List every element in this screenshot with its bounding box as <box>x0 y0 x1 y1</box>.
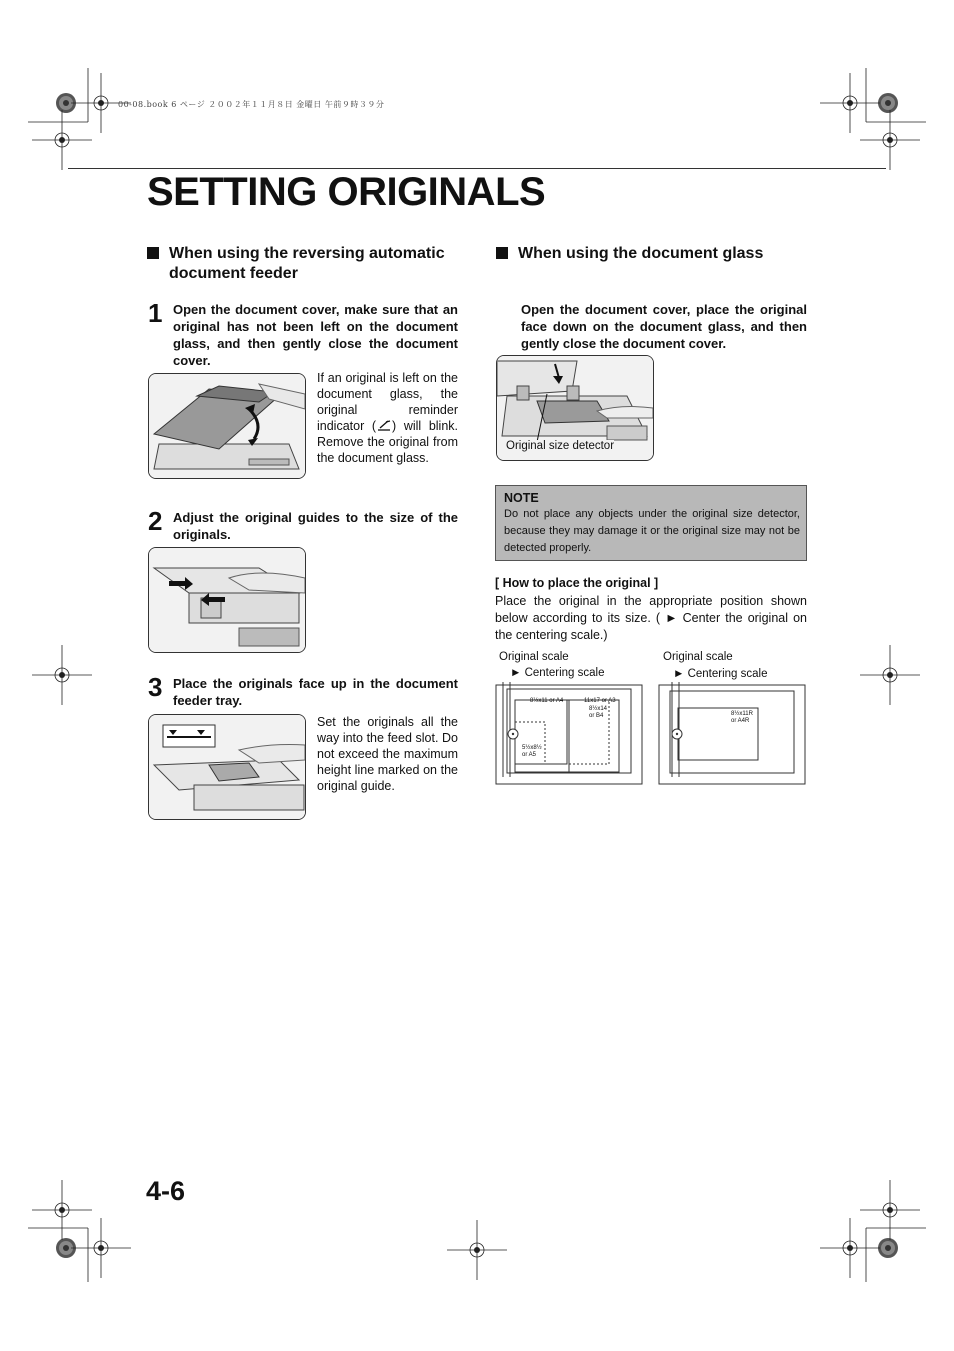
size-label: or A4R <box>731 718 750 724</box>
size-label: or A5 <box>522 752 537 758</box>
size-detector-label: Original size detector <box>506 440 615 452</box>
section-heading-line1: When using the reversing automatic <box>169 245 445 262</box>
page-title: SETTING ORIGINALS <box>147 170 546 214</box>
section-heading-feeder <box>147 244 467 286</box>
size-label: 5½x8½ <box>522 745 542 751</box>
step-number: 3 <box>148 672 163 702</box>
size-label: 8½x11 or A4 <box>530 698 564 704</box>
section-heading-line2: document feeder <box>169 265 298 282</box>
step-instruction: Place the originals face up in the document feeder tray. <box>173 676 458 708</box>
size-label: 8½x11R <box>731 711 753 717</box>
step-number: 2 <box>148 506 163 536</box>
print-slug: 00-08.book 6 ページ ２００２年１１月８日 金曜日 午前９時３９分 <box>118 100 385 109</box>
size-label: 8½x14 <box>589 706 608 712</box>
how-to-text: Place the original in the appropriate position shown below according to its size. ( ► Center the original on the centering scale.) <box>495 594 807 642</box>
how-to-heading: [ How to place the original ] <box>495 576 659 590</box>
page-number: 4-6 <box>146 1176 186 1206</box>
section-heading-text: When using the document glass <box>518 245 764 262</box>
feeder-cover-illustration <box>148 373 306 479</box>
centering-scale-label: ► Centering scale <box>510 667 605 679</box>
step-instruction: Adjust the original guides to the size of the originals. <box>173 510 458 542</box>
step-instruction: Open the document cover, make sure that an original has not been left on the document glass, and then gently close the document cover. <box>173 302 458 368</box>
document-glass-illustration <box>496 355 654 461</box>
note-box <box>495 485 807 561</box>
section-heading-glass <box>496 244 816 266</box>
note-text: Do not place any objects under the original size detector, because they may damage it or the original size may not be detected properly. <box>504 508 800 554</box>
original-guides-illustration <box>148 547 306 653</box>
original-scale-label: Original scale <box>663 651 733 663</box>
glass-instruction: Open the document cover, place the original face down on the document glass, and then gently close the document cover. <box>521 302 807 351</box>
size-label: 11x17 or A3 <box>584 698 616 704</box>
bullet-square-icon <box>147 247 159 259</box>
note-heading: NOTE <box>504 491 539 505</box>
step-number: 1 <box>148 298 163 328</box>
copier-open-cover-image <box>149 374 305 478</box>
placement-diagram-small <box>658 682 808 786</box>
original-reminder-icon <box>376 419 392 431</box>
size-label: or B4 <box>589 713 604 719</box>
copier-guides-image <box>149 548 305 652</box>
copier-feeder-tray-image <box>149 715 305 819</box>
header-rule <box>68 168 886 169</box>
step3-note: Set the originals all the way into the feed slot. Do not exceed the maximum height line marked on the original guide. <box>317 715 458 793</box>
bullet-square-icon <box>496 247 508 259</box>
placement-diagram-large <box>495 682 645 786</box>
step1-note: If an original is left on the document glass, the original reminder indicator ( ) will blink. Remove the original from the document glass. <box>317 371 458 465</box>
feeder-tray-illustration <box>148 714 306 820</box>
original-scale-label: Original scale <box>499 651 569 663</box>
centering-scale-label: ► Centering scale <box>673 668 768 680</box>
